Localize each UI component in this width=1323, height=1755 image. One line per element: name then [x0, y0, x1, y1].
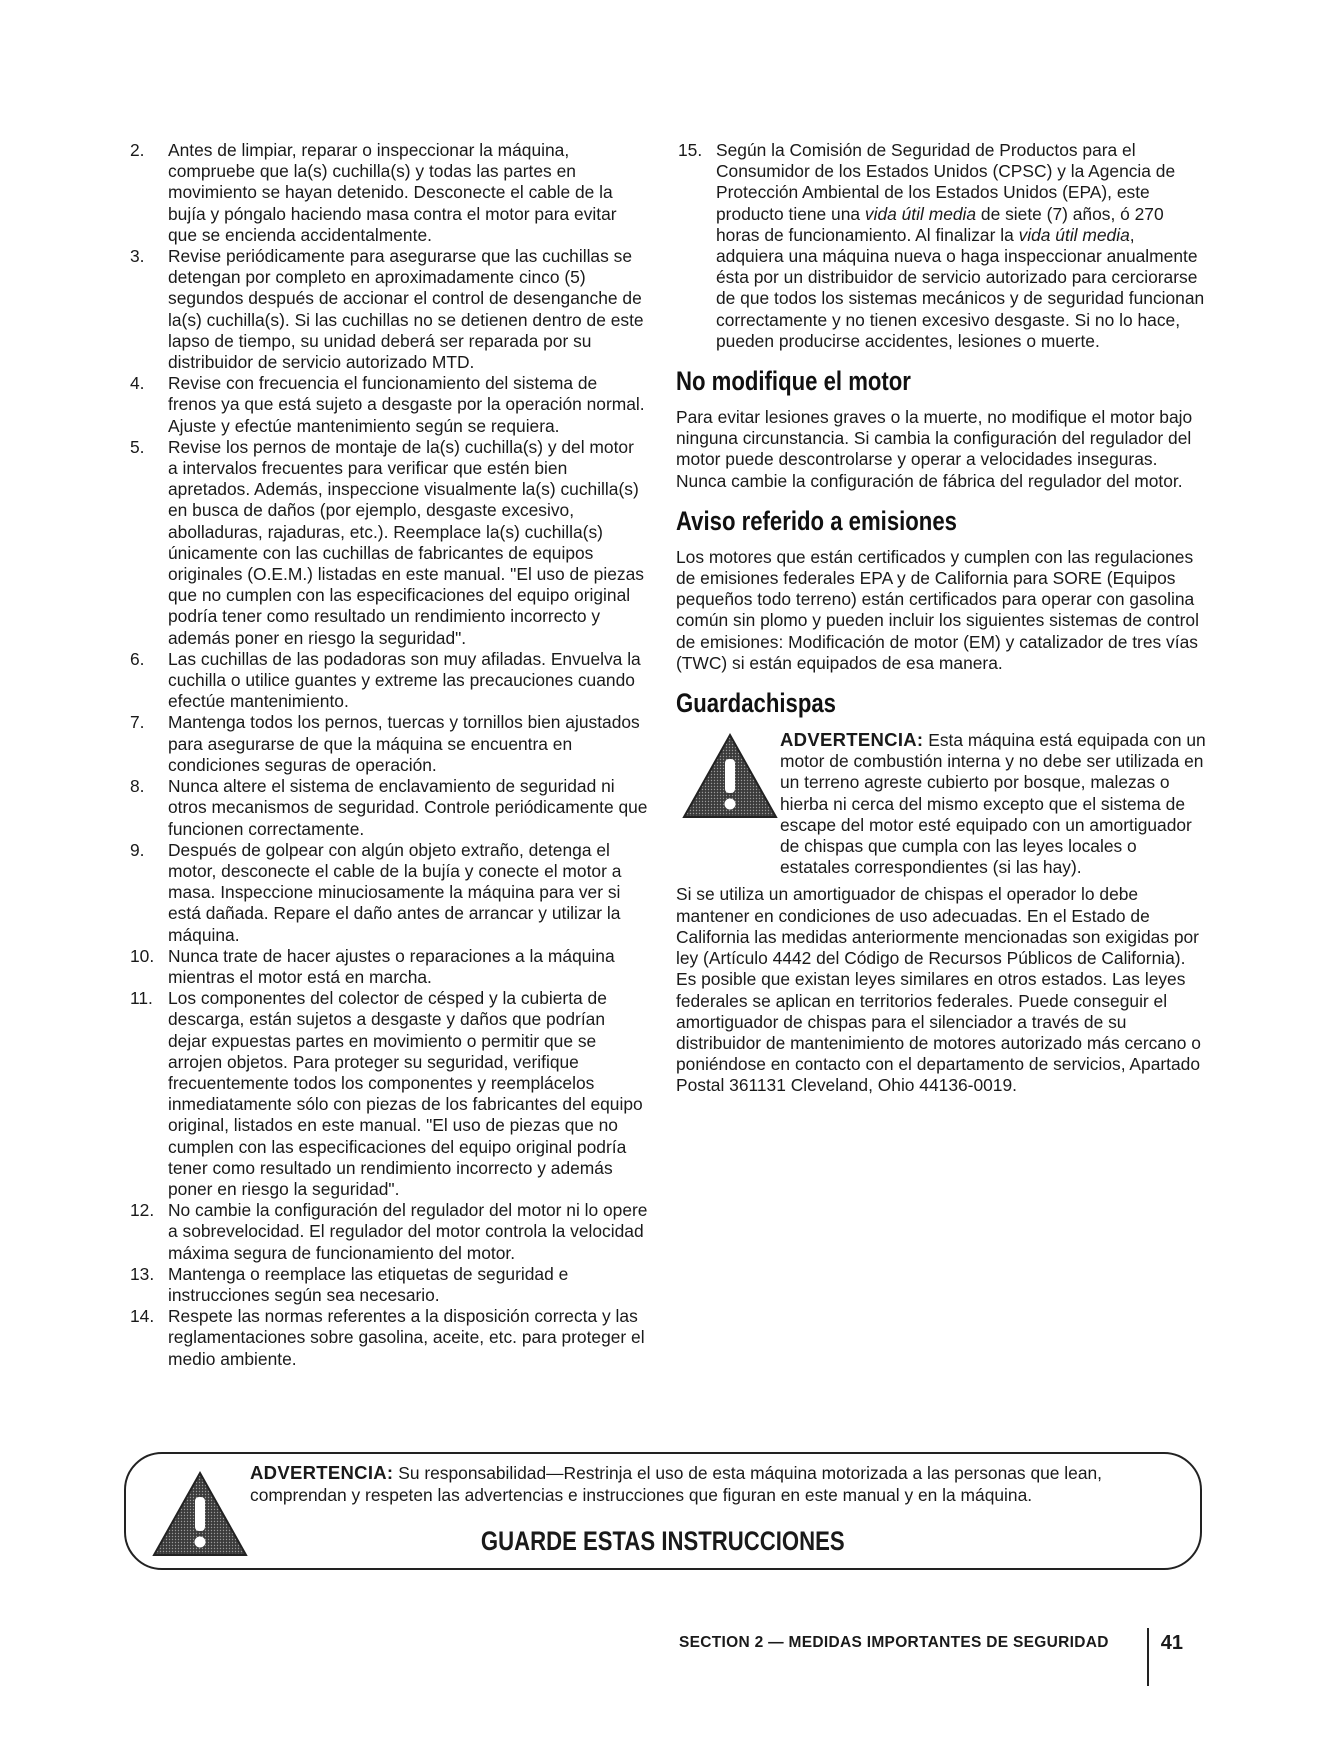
item-text: Nunca trate de hacer ajustes o reparaciones a la máquina mientras el motor está en marcha.	[168, 945, 615, 987]
item-text: No cambie la configuración del regulador del motor ni lo opere a sobrevelocidad. El regulador del motor controla la velocidad máxima segura de funcionamiento del motor.	[168, 1200, 648, 1263]
item-number: 15.	[678, 140, 703, 160]
bottom-warning-box	[124, 1452, 1202, 1570]
item-number: 5.	[130, 436, 145, 457]
item-text: Revise los pernos de montaje de la(s) cuchilla(s) y del motor a intervalos frecuentes para verificar que estén bien apretados. Además, inspeccione visualmente la(s) cuchilla(s) en busca de daños (por ejemplo, desgaste excesivo, abolladuras, rajaduras, etc.). Reemplace la(s) cuchilla(s) únicamente con las cuchillas de fabricantes de equipos originales (O.E.M.) listadas en este manual. "El uso de piezas que no cumplen con las especificaciones del equipo original podría tener como resultado un rendimiento incorrecto y además poner en riesgo la seguridad".	[168, 436, 644, 648]
right-column	[676, 140, 1206, 1097]
item-text: Revise periódicamente para asegurarse que las cuchillas se detengan por completo en aproximadamente cinco (5) segundos después de accionar el control de desenganche de la(s) cuchilla(s). Si las cuchillas no se detienen dentro de este lapso de tiempo, su unidad deberá ser reparada por su distribuidor de servicio autorizado MTD.	[168, 246, 644, 373]
save-instructions: GUARDE ESTAS INSTRUCCIONES	[481, 1526, 845, 1556]
warning-label: ADVERTENCIA:	[250, 1462, 394, 1483]
item-number: 6.	[130, 648, 145, 669]
heading-engine: No modifique el motor	[676, 366, 911, 397]
list-item	[128, 649, 648, 713]
list-item	[128, 840, 648, 946]
item-number: 11.	[130, 988, 153, 1009]
item-number: 9.	[130, 839, 145, 860]
item-text: Antes de limpiar, reparar o inspeccionar la máquina, compruebe que la(s) cuchilla(s) y todas las partes en movimiento se hayan detenido. Desconecte el cable de la bujía y póngalo haciendo masa contra el motor para evitar que se encienda accidentalmente.	[168, 140, 617, 245]
item-text: Respete las normas referentes a la disposición correcta y las reglamentaciones sobre gasolina, aceite, etc. para proteger el medio ambiente.	[168, 1306, 645, 1369]
list-item	[128, 140, 648, 246]
spark-warning-text: ADVERTENCIA: Esta máquina está equipada con un motor de combustión interna y no debe ser utilizada en un terreno agreste cubierto por bosque, malezas o hierba ni cerca del mismo excepto que el sistema de escape del motor esté equipado con un amortiguador de chispas que cumpla con las leyes locales o estatales correspondientes (si las hay).	[780, 729, 1206, 878]
item-number: 7.	[130, 712, 145, 733]
item-text: Nunca altere el sistema de enclavamiento de seguridad ni otros mecanismos de seguridad. Controle periódicamente que funcionen correctamente.	[168, 776, 648, 839]
item-text: Revise con frecuencia el funcionamiento del sistema de frenos ya que está sujeto a desgaste por la operación normal. Ajuste y efectúe mantenimiento según se requiera.	[168, 373, 645, 436]
list-item	[128, 1264, 648, 1306]
list-item	[128, 1200, 648, 1264]
list-item	[128, 373, 648, 437]
left-column	[128, 140, 648, 1370]
list-item	[128, 712, 648, 776]
bottom-warning-text: ADVERTENCIA: Su responsabilidad—Restrinja el uso de esta máquina motorizada a las personas que lean, comprendan y respeten las advertencias e instrucciones que figuran en este manual y en la máquina.	[250, 1462, 1102, 1505]
warning-triangle-icon	[680, 731, 780, 821]
engine-paragraph: Para evitar lesiones graves o la muerte, no modifique el motor bajo ninguna circunstancia. Si cambia la configuración del regulador del motor puede descontrolarse y operar a velocidades inseguras. Nunca cambie la configuración de fábrica del regulador del motor.	[676, 407, 1193, 491]
list-item	[128, 1306, 648, 1370]
warning-label: ADVERTENCIA:	[780, 729, 924, 751]
item-text: Mantenga o reemplace las etiquetas de seguridad e instrucciones según sea necesario.	[168, 1263, 569, 1305]
item-number: 14.	[130, 1306, 155, 1327]
list-item	[128, 246, 648, 373]
list-item	[128, 988, 648, 1200]
page-number: 41	[1160, 1631, 1183, 1654]
heading-emissions: Aviso referido a emisiones	[676, 505, 957, 536]
spark-paragraph: Si se utiliza un amortiguador de chispas el operador lo debe mantener en condiciones de uso adecuadas. En el Estado de California las medidas anteriormente mencionadas son exigidas por ley (Artículo 4442 del Código de Recursos Públicos de California). Es posible que existan leyes similares en otros estados. Las leyes federales se aplican en territorios federales. Puede conseguir el amortiguador de chispas para el silenciador a través de su distribuidor de mantenimiento de motores autorizado más cercano o poniéndose en contacto con el departamento de servicios, Apartado Postal 361131 Cleveland, Ohio 44136-0019.	[676, 884, 1201, 1096]
item-number: 3.	[130, 246, 145, 267]
item-text: Según la Comisión de Seguridad de Productos para el Consumidor de los Estados Unidos (CPSC) y la Agencia de Protección Ambiental de los Estados Unidos (EPA), este producto tiene una vida útil media de siete (7) años, ó 270 horas de funcionamiento. Al finalizar la vida útil media, adquiera una máquina nueva o haga inspeccionar anualmente ésta por un distribuidor de servicio autorizado para cerciorarse de que todos los sistemas mecánicos y de seguridad funcionan correctamente y no tienen excesivo desgaste. Si no lo hace, pueden producirse accidentes, lesiones o muerte.	[716, 140, 1205, 351]
item-number: 13.	[130, 1263, 155, 1284]
list-item	[128, 776, 648, 840]
list-item	[676, 140, 1206, 352]
page-footer	[679, 1628, 1183, 1658]
list-item	[128, 437, 648, 649]
item-text: Mantenga todos los pernos, tuercas y tornillos bien ajustados para asegurarse de que la máquina se encuentra en condiciones seguras de operación.	[168, 712, 640, 775]
footer-section-title: SECTION 2 — MEDIDAS IMPORTANTES DE SEGURIDAD	[679, 1634, 1109, 1651]
item-text: Los componentes del colector de césped y la cubierta de descarga, están sujetos a desgaste y daños que podrían dejar expuestas partes en movimiento o permitir que se arrojen objetos. Para proteger su seguridad, verifique frecuentemente todos los componentes y reemplácelos inmediatamente sólo con piezas de los fabricantes del equipo original, listados en este manual. "El uso de piezas que no cumplen con las especificaciones del equipo original podría tener como resultado un rendimiento incorrecto y además poner en riesgo la seguridad".	[168, 988, 643, 1199]
footer-divider	[1147, 1628, 1149, 1686]
item-number: 2.	[130, 140, 145, 160]
item-text: Las cuchillas de las podadoras son muy afiladas. Envuelva la cuchilla o utilice guantes y extreme las precauciones cuando efectúe mantenimiento.	[168, 648, 641, 712]
item-number: 4.	[130, 373, 145, 394]
item-number: 10.	[130, 945, 155, 966]
list-item	[128, 946, 648, 988]
heading-spark-arrester: Guardachispas	[676, 688, 836, 719]
item-text: Después de golpear con algún objeto extraño, detenga el motor, desconecte el cable de la bujía y conecte el motor a masa. Inspeccione minuciosamente la máquina para ver si está dañada. Repare el daño antes de arrancar y utilizar la máquina.	[168, 839, 622, 945]
spark-warning	[676, 729, 1206, 878]
item-number: 8.	[130, 776, 145, 797]
item-number: 12.	[130, 1200, 155, 1221]
emissions-paragraph: Los motores que están certificados y cumplen con las regulaciones de emisiones federales EPA y de California para SORE (Equipos pequeños todo terreno) están certificados para operar con gasolina común sin plomo y pueden incluir los siguientes sistemas de control de emisiones: Modificación de motor (EM) y catalizador de tres vías (TWC) si están equipados de esa manera.	[676, 546, 1199, 673]
